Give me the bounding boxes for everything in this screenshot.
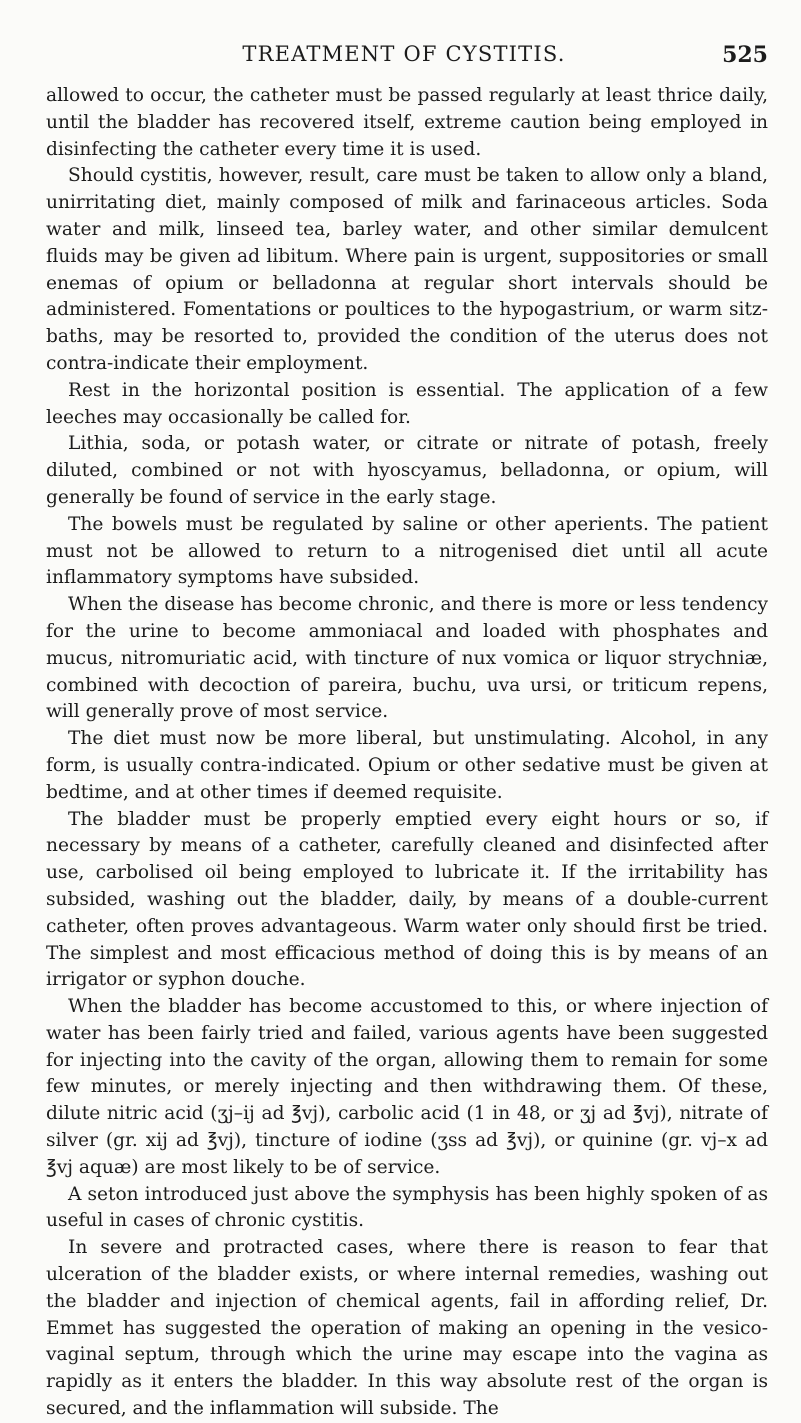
paragraph-chronic: When the disease has become chronic, and there is more or less tendency for the urine to become ammoniacal and loaded with phosphates and mucus, nitromuriatic acid, with tincture of nux vomica or liquor strychniæ, combined with decoction of pareira, buchu, uva ursi, or triticum repens, will generally prove of most service.: [46, 594, 768, 723]
paragraph-lithia: Lithia, soda, or potash water, or citrate or nitrate of potash, freely diluted, combined or not with hyoscyamus, belladonna, or opium, will generally be found of service in the early stage.: [46, 433, 768, 508]
paragraph-rest: Rest in the horizontal position is essential. The application of a few leeches may occasionally be called for.: [46, 379, 768, 428]
paragraph-continuation: allowed to occur, the catheter must be passed regularly at least thrice daily, until the bladder has recovered itself, extreme caution being employed in disinfecting the catheter every time it is used.: [46, 85, 768, 160]
paragraph-diet: Should cystitis, however, result, care must be taken to allow only a bland, unirritating diet, mainly composed of milk and farinaceous articles. Soda water and milk, linseed tea, barley water, and other similar demulcent fluids may be given ad libitum. Where pain is urgent, suppositories or small enemas of opium or belladonna at regular short intervals should be administered. Fomentations or poultices to the hypogastrium, or warm sitz-baths, may be resorted to, provided the condition of the uterus does not contra-indicate their employment.: [46, 165, 768, 374]
paragraph-severe-cases: In severe and protracted cases, where there is reason to fear that ulceration of the bladder exists, or where internal remedies, washing out the bladder and injection of chemical agents, fail in affording relief, Dr. Emmet has suggested the operation of making an opening in the vesico-vaginal septum, through which the urine may escape into the vagina as rapidly as it enters the bladder. In this way absolute rest of the organ is secured, and the inflammation will subside. The: [46, 1237, 768, 1420]
paragraph-bowels: The bowels must be regulated by saline or other aperients. The patient must not be allowed to return to a nitrogenised diet until all acute inflammatory symptoms have subsided.: [46, 513, 768, 589]
paragraph-injection: When the bladder has become accustomed to this, or where injection of water has been fairly tried and failed, various agents have been suggested for injecting into the cavity of the organ, allowing them to remain for some few minutes, or merely injecting and then withdrawing them. Of these, dilute nitric acid (ʒj–ij ad ℥vj), carbolic acid (1 in 48, or ʒj ad ℥vj), nitrate of silver (gr. xij ad ℥vj), tincture of iodine (ʒss ad ℥vj), or quinine (gr. vj–x ad ℥vj aquæ) are most likely to be of service.: [46, 996, 768, 1178]
running-head: [40, 42, 768, 68]
page-number: 525: [722, 42, 768, 68]
running-title: TREATMENT OF CYSTITIS.: [242, 42, 566, 66]
body-text: [46, 83, 768, 1423]
paragraph-liberal-diet: The diet must now be more liberal, but unstimulating. Alcohol, in any form, is usually contra-indicated. Opium or other sedative must be given at bedtime, and at other times if deemed requisite.: [46, 728, 768, 803]
paragraph-seton: A seton introduced just above the symphysis has been highly spoken of as useful in cases of chronic cystitis.: [46, 1183, 768, 1232]
paragraph-emptying: The bladder must be properly emptied every eight hours or so, if necessary by means of a catheter, carefully cleaned and disinfected after use, carbolised oil being employed to lubricate it. If the irritability has subsided, washing out the bladder, daily, by means of a double-current catheter, often proves advantageous. Warm water only should first be tried. The simplest and most efficacious method of doing this is by means of an irrigator or syphon douche.: [46, 808, 768, 991]
